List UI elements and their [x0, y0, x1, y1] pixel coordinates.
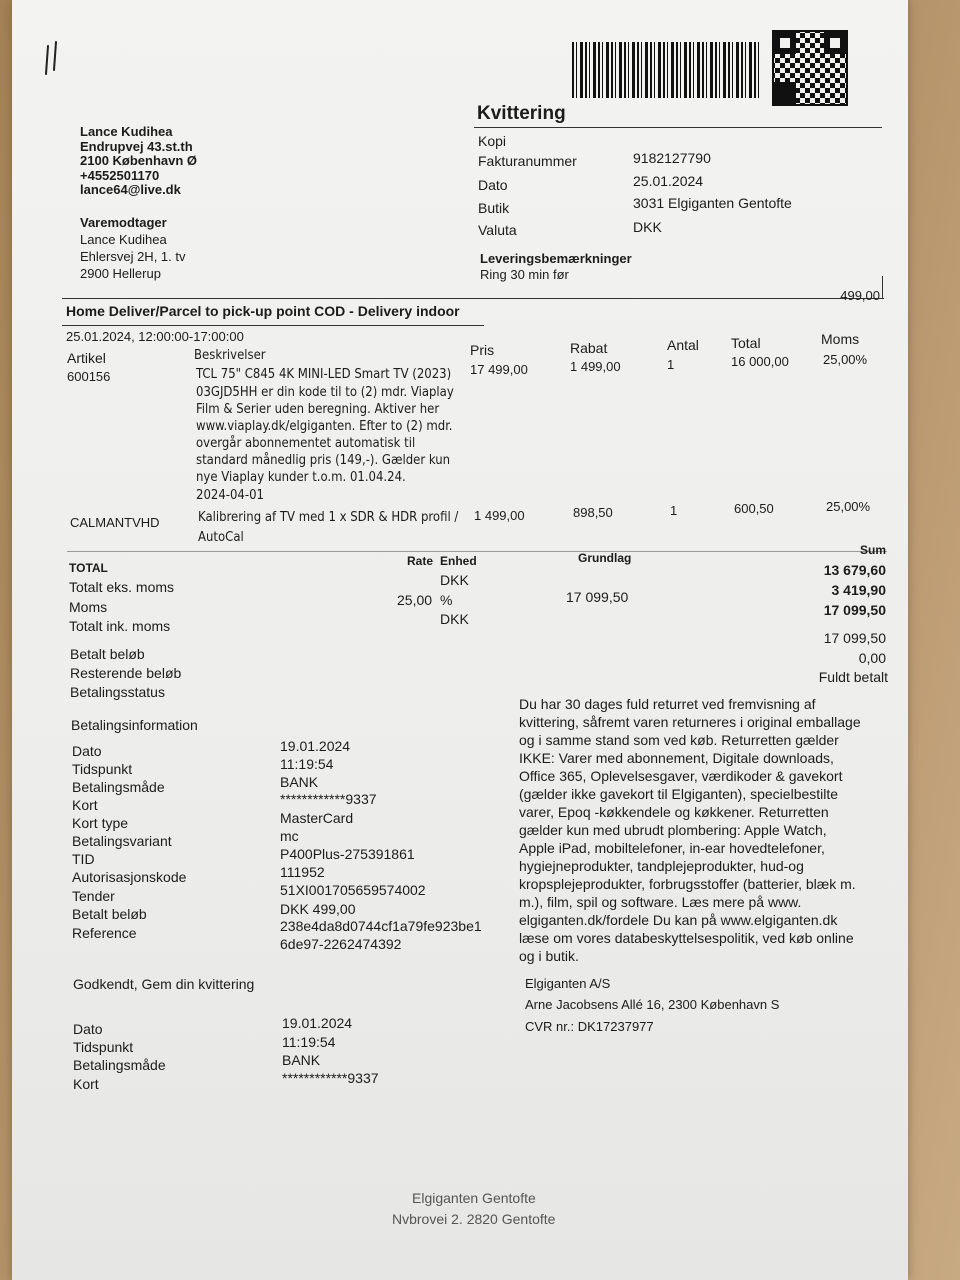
payment-label: TID — [72, 851, 95, 867]
payment-value: 111952 — [280, 864, 325, 880]
shop-label: Butik — [478, 200, 510, 216]
payment-value: MasterCard — [280, 810, 354, 826]
shop-value: 3031 Elgiganten Gentofte — [633, 195, 792, 211]
item-description-line: nye Viaplay kunder t.o.m. 01.04.24. — [196, 470, 406, 485]
payment-value: 19.01.2024 — [280, 738, 351, 754]
item-description-line: AutoCal — [198, 530, 244, 545]
vat-sum: 3 419,90 — [831, 582, 886, 598]
excl-vat-sum: 13 679,60 — [823, 562, 886, 578]
return-policy-line: Office 365, Oplevelsesgaver, værdikoder & gavekort — [519, 768, 843, 784]
payment-label: Reference — [72, 925, 137, 941]
delivery-title: Home Deliver/Parcel to pick-up point COD - Delivery indoor — [66, 303, 460, 319]
title-divider — [474, 127, 882, 128]
pen-mark-icon — [42, 40, 64, 76]
return-policy-line: kvittering, såfremt varen returneres i original emballage — [519, 714, 861, 730]
item-quantity: 1 — [667, 357, 675, 372]
excl-vat-label: Totalt eks. moms — [69, 579, 175, 595]
col-article: Artikel — [67, 350, 106, 366]
delivery-top-line — [62, 298, 884, 299]
item-article: 600156 — [67, 369, 111, 384]
payment-value: P400Plus-275391861 — [280, 846, 415, 862]
return-policy-line: elgiganten.dk/fordele Du kan på www.elgiganten.dk — [519, 912, 838, 928]
payment-label: Tidspunkt — [72, 761, 133, 777]
return-policy-line: Du har 30 dages fuld returret ved fremvisning af — [519, 696, 816, 712]
company-cvr: CVR nr.: DK17237977 — [525, 1019, 654, 1034]
invoice-label: Fakturanummer — [478, 153, 577, 169]
company-address: Arne Jacobsens Allé 16, 2300 København S — [525, 997, 780, 1012]
sum-header: Sum — [859, 543, 886, 557]
return-policy-line: (gælder ikke gavekort til Elgiganten), specielbestilte — [519, 786, 839, 802]
currency-value: DKK — [633, 219, 662, 235]
invoice-value: 9182127790 — [633, 150, 711, 166]
return-policy-line: hygiejneprodukter, tandplejeprodukter, hud-og — [519, 858, 804, 874]
item-description-line: Film & Serier uden beregning. Aktiver her — [196, 402, 440, 417]
delivery-notes-value: Ring 30 min før — [480, 267, 569, 282]
return-policy-line: Apple iPad, mobiltelefoner, in-ear hovedtelefoner, — [519, 840, 825, 856]
approved-text: Godkendt, Gem din kvittering — [73, 976, 255, 992]
payment-label: Betalingsmåde — [72, 779, 165, 795]
col-vat: Moms — [821, 331, 860, 347]
recipient-name: Lance Kudihea — [80, 232, 167, 247]
vat-unit: % — [440, 592, 453, 608]
totals-divider — [67, 551, 887, 552]
remaining-label: Resterende beløb — [70, 665, 182, 681]
vat-basis: 17 099,50 — [566, 589, 629, 605]
payment-label: Tidspunkt — [73, 1039, 134, 1055]
item-description-line: overgår abonnementet automatisk til — [196, 436, 416, 451]
barcode — [572, 42, 762, 98]
paid-value: 17 099,50 — [823, 630, 886, 646]
payment-label: Tender — [72, 888, 115, 904]
payment-value: BANK — [280, 774, 319, 790]
payment-value: BANK — [282, 1052, 321, 1068]
status-label: Betalingsstatus — [70, 684, 165, 700]
date-label: Dato — [478, 177, 508, 193]
receipt-title: Kvittering — [477, 103, 566, 124]
sender-phone: +4552501170 — [80, 168, 160, 183]
payment-value: 19.01.2024 — [282, 1015, 353, 1031]
sender-email: lance64@live.dk — [80, 182, 181, 197]
return-policy-line: læse om vores databeskyttelsespolitik, ved køb online — [519, 930, 854, 946]
item-description-line: www.viaplay.dk/elgiganten. Efter to (2) mdr. — [196, 419, 453, 434]
payment-label: Kort type — [72, 815, 129, 831]
payment-label: Kort — [73, 1076, 99, 1092]
basis-header: Grundlag — [578, 551, 632, 565]
footer-address: Nvbrovei 2. 2820 Gentofte — [392, 1211, 556, 1227]
delivery-bottom-line — [62, 325, 484, 326]
status-value: Fuldt betalt — [818, 669, 888, 685]
item-vat: 25,00% — [826, 499, 871, 514]
sender-street: Endrupvej 43.st.th — [80, 139, 193, 154]
payment-value: mc — [280, 828, 299, 844]
item-description-line: standard månedlig pris (149,-). Gælder kun — [196, 453, 451, 468]
payment-label: Dato — [73, 1021, 103, 1037]
return-policy-line: varer, Epoq -køkkendele og køkkener. Returretten — [519, 804, 829, 820]
item-total: 600,50 — [734, 501, 774, 516]
col-total: Total — [731, 335, 761, 351]
payment-label: Betalingsvariant — [72, 833, 172, 849]
date-value: 25.01.2024 — [633, 173, 704, 189]
item-vat: 25,00% — [823, 352, 868, 367]
return-policy-line: og i samme stand som ved køb. Returretten gælder — [519, 732, 839, 748]
payment-value: 238e4da8d0744cf1a79fe923be1 — [280, 918, 482, 934]
remaining-value: 0,00 — [858, 650, 886, 666]
col-quantity: Antal — [667, 337, 699, 353]
incl-vat-sum: 17 099,50 — [823, 602, 886, 618]
sender-city: 2100 København Ø — [80, 153, 198, 168]
delivery-amount: 499,00 — [840, 288, 880, 303]
footer-store: Elgiganten Gentofte — [412, 1190, 536, 1206]
return-policy-line: og i butik. — [519, 948, 579, 964]
item-discount: 898,50 — [573, 505, 613, 520]
rate-header: Rate — [407, 554, 434, 568]
return-policy-line: gælder kun med ubrudt plombering: Apple Watch, — [519, 822, 827, 838]
payment-label: Betalt beløb — [72, 906, 147, 922]
delivery-notes-label: Leveringsbemærkninger — [480, 251, 632, 266]
payment-label: Dato — [72, 743, 102, 759]
col-price: Pris — [470, 342, 495, 358]
recipient-heading: Varemodtager — [80, 215, 167, 230]
qr-code — [772, 30, 848, 106]
item-article: CALMANTVHD — [70, 515, 160, 530]
return-policy-line: IKKE: Varer med abonnement, Digitale downloads, — [519, 750, 834, 766]
payment-label: Kort — [72, 797, 98, 813]
receipt-copy: Kopi — [478, 133, 507, 149]
payment-label: Autorisasjonskode — [72, 869, 187, 885]
vat-label: Moms — [69, 599, 108, 615]
payment-value: 51XI001705659574002 — [280, 882, 426, 898]
payment-value: ************9337 — [282, 1070, 379, 1086]
currency-label: Valuta — [478, 222, 517, 238]
incl-vat-unit: DKK — [440, 611, 469, 627]
return-policy-line: m.), film, spil og software. Læs mere på www. — [519, 894, 802, 910]
return-policy-line: kropsplejeprodukter, forbrugsstoffer (batterier, blæk m. — [519, 876, 856, 892]
item-discount: 1 499,00 — [570, 359, 621, 374]
recipient-street: Ehlersvej 2H, 1. tv — [80, 249, 186, 264]
payment-label: Betalingsmåde — [73, 1057, 166, 1073]
item-description-title: TCL 75" C845 4K MINI-LED Smart TV (2023) — [196, 367, 452, 382]
payment-value: 11:19:54 — [282, 1034, 336, 1050]
totals-heading: TOTAL — [69, 561, 108, 575]
payment-value: ************9337 — [280, 791, 377, 807]
receipt-paper — [12, 0, 908, 1280]
payment-value: DKK 499,00 — [280, 901, 356, 917]
item-description-title: Kalibrering af TV med 1 x SDR & HDR profil / — [198, 510, 459, 525]
col-discount: Rabat — [570, 340, 608, 356]
recipient-city: 2900 Hellerup — [80, 266, 161, 281]
item-quantity: 1 — [670, 503, 678, 518]
sender-name: Lance Kudihea — [80, 124, 173, 139]
item-price: 17 499,00 — [470, 362, 528, 377]
payment-heading: Betalingsinformation — [71, 717, 198, 733]
payment-value: 11:19:54 — [280, 756, 334, 772]
unit-header: Enhed — [440, 554, 477, 568]
delivery-window: 25.01.2024, 12:00:00-17:00:00 — [66, 329, 244, 344]
payment-reference-line2: 6de97-2262474392 — [280, 936, 402, 952]
item-description-line: 03GJD5HH er din kode til to (2) mdr. Viaplay — [196, 385, 454, 400]
delivery-right-line — [882, 276, 883, 298]
item-description-line: 2024-04-01 — [196, 488, 264, 503]
paid-label: Betalt beløb — [70, 646, 145, 662]
item-price: 1 499,00 — [474, 508, 525, 523]
col-description: Beskrivelser — [194, 348, 266, 363]
excl-vat-unit: DKK — [440, 572, 469, 588]
company-name: Elgiganten A/S — [525, 976, 611, 991]
incl-vat-label: Totalt ink. moms — [69, 618, 171, 634]
item-total: 16 000,00 — [731, 354, 789, 369]
vat-rate: 25,00 — [397, 592, 433, 608]
